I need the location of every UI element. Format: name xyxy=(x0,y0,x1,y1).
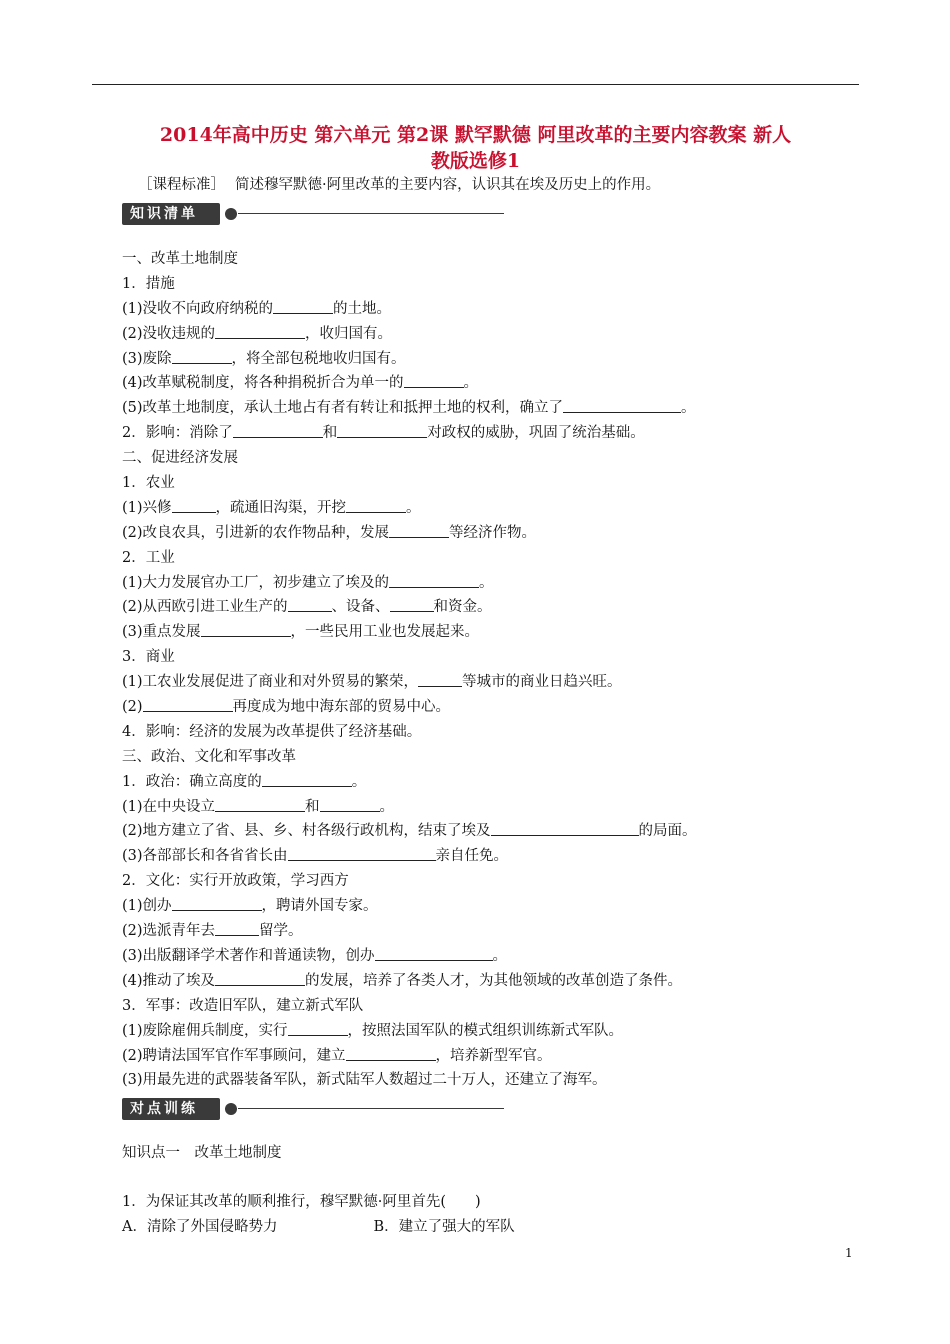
fill-in-blank xyxy=(262,770,352,787)
banner-label: 对点训练 xyxy=(122,1098,220,1120)
list-item-text: 亲自任免。 xyxy=(435,848,509,865)
list-item xyxy=(122,770,852,795)
list-item-text: 4．影响：经济的发展为改革提供了经济基础。 xyxy=(122,723,422,740)
list-item-text: ，收归国有。 xyxy=(305,325,393,342)
list-item xyxy=(122,297,852,322)
banner-dot-icon xyxy=(225,1103,237,1115)
fill-in-blank xyxy=(346,496,406,513)
fill-in-blank xyxy=(389,571,479,588)
list-item xyxy=(122,645,852,670)
list-item-text: (2)改良农具，引进新的农作物品种，发展 xyxy=(122,524,390,541)
list-item-text: 的局面。 xyxy=(638,823,697,840)
list-item xyxy=(122,670,852,695)
fill-in-blank xyxy=(215,322,305,339)
list-item-text: 1．措施 xyxy=(122,275,175,292)
list-item-text: (5)改革土地制度，承认土地占有者有转让和抵押土地的权利，确立了 xyxy=(122,400,564,417)
document-title xyxy=(92,122,859,174)
list-item-text: 二、促进经济发展 xyxy=(122,450,238,467)
list-item xyxy=(122,969,852,994)
list-item xyxy=(122,471,852,496)
fill-in-blank xyxy=(215,919,259,936)
fill-in-blank xyxy=(273,297,333,314)
banner-label: 知识清单 xyxy=(122,203,220,225)
list-item xyxy=(122,371,852,396)
list-item xyxy=(122,894,852,919)
section-banner-knowledge xyxy=(122,203,504,225)
fill-in-blank xyxy=(491,819,639,836)
list-item xyxy=(122,247,852,272)
fill-in-blank xyxy=(288,595,332,612)
list-item xyxy=(122,944,852,969)
list-item-text: (1)工农业发展促进了商业和对外贸易的繁荣， xyxy=(122,674,419,691)
fill-in-blank xyxy=(404,371,464,388)
list-item xyxy=(122,521,852,546)
fill-in-blank xyxy=(233,421,323,438)
list-item xyxy=(122,272,852,297)
list-item-text: (2)没收违规的 xyxy=(122,325,216,342)
list-item-text: 和资金。 xyxy=(433,599,492,616)
fill-in-blank xyxy=(215,795,305,812)
fill-in-blank xyxy=(143,695,233,712)
list-item-text: 。 xyxy=(479,574,494,591)
list-item-text: (3)废除 xyxy=(122,350,172,367)
course-standard-tag: ［课程标准］ xyxy=(138,177,225,193)
fill-in-blank xyxy=(337,421,427,438)
list-item-text: (2)选派青年去 xyxy=(122,923,216,940)
list-item-text: 一、改革土地制度 xyxy=(122,251,238,267)
list-item xyxy=(122,1044,852,1069)
list-item-text: (2)从西欧引进工业生产的 xyxy=(122,599,288,616)
question-1: 1．为保证其改革的顺利推行，穆罕默德·阿里首先( ) xyxy=(122,1193,481,1210)
list-item-text: 。 xyxy=(681,400,696,417)
list-item-text: (3)各部部长和各省省长由 xyxy=(122,848,288,865)
list-item-text: ，按照法国军队的模式组织训练新式军队。 xyxy=(347,1022,624,1039)
list-item-text: (3)出版翻译学术著作和普通读物，创办 xyxy=(122,947,375,964)
list-item-text: (1)创办 xyxy=(122,898,172,915)
list-item xyxy=(122,595,852,620)
fill-in-blank xyxy=(389,521,449,538)
list-item-text: ，疏通旧沟渠，开挖 xyxy=(215,499,347,516)
course-standard xyxy=(138,173,660,194)
list-item-text: 。 xyxy=(492,947,508,964)
list-item xyxy=(122,869,852,894)
list-item-text: (3)重点发展 xyxy=(122,624,201,641)
list-item-text: ，培养新型军官。 xyxy=(435,1047,552,1064)
fill-in-blank xyxy=(375,944,493,961)
list-item-text: 再度成为地中海东部的贸易中心。 xyxy=(232,699,451,716)
list-item-text: 3．商业 xyxy=(122,649,175,666)
list-item xyxy=(122,396,852,421)
list-item-text: (1)废除雇佣兵制度，实行 xyxy=(122,1022,288,1039)
list-item xyxy=(122,496,852,521)
list-item-text: (2)聘请法国军官作军事顾问，建立 xyxy=(122,1047,346,1064)
list-item-text: (1)没收不向政府纳税的 xyxy=(122,300,274,317)
fill-in-blank xyxy=(201,620,291,637)
list-item xyxy=(122,844,852,869)
list-item-text: (1)大力发展官办工厂，初步建立了埃及的 xyxy=(122,574,390,591)
fill-in-blank xyxy=(288,1019,348,1036)
banner-dot-icon xyxy=(225,208,237,220)
question-1-options xyxy=(122,1215,852,1240)
list-item xyxy=(122,546,852,571)
fill-in-blank xyxy=(418,670,462,687)
list-item-text: (1)兴修 xyxy=(122,499,172,516)
list-item-text: 等城市的商业日趋兴旺。 xyxy=(462,674,622,691)
list-item xyxy=(122,446,852,471)
practice-section xyxy=(122,1141,852,1240)
fill-in-blank xyxy=(288,844,436,861)
list-item-text: 的土地。 xyxy=(333,300,392,317)
list-item-text: 3．军事：改造旧军队，建立新式军队 xyxy=(122,997,364,1014)
list-item-text: 、设备、 xyxy=(331,599,390,616)
fill-in-blank xyxy=(320,795,380,812)
list-item-text: 2．文化：实行开放政策，学习西方 xyxy=(122,873,349,890)
list-item-text: 对政权的威胁，巩固了统治基础。 xyxy=(427,425,645,442)
fill-in-blank xyxy=(390,595,434,612)
list-item xyxy=(122,919,852,944)
list-item-text: (4)推动了埃及 xyxy=(122,972,216,989)
fill-in-blank xyxy=(172,496,216,513)
list-item xyxy=(122,421,852,446)
list-item-text: (2)地方建立了省、县、乡、村各级行政机构，结束了埃及 xyxy=(122,823,491,840)
list-item-text: 和 xyxy=(305,798,320,815)
page-number: 1 xyxy=(845,1246,853,1260)
list-item-text: ，一些民用工业也发展起来。 xyxy=(290,624,480,641)
list-item-text: 1．农业 xyxy=(122,475,175,492)
list-item-text: 。 xyxy=(379,798,395,815)
list-item-text: 和 xyxy=(322,425,338,442)
list-item-text: 三、政治、文化和军事改革 xyxy=(122,748,296,765)
fill-in-blank xyxy=(172,347,232,364)
list-item-text: (1)在中央设立 xyxy=(122,798,216,815)
list-item xyxy=(122,1019,852,1044)
option-b: B．建立了强大的军队 xyxy=(373,1218,515,1235)
fill-in-blank xyxy=(563,396,681,413)
list-item-text: 2．工业 xyxy=(122,549,175,566)
course-standard-text: 简述穆罕默德·阿里改革的主要内容，认识其在埃及历史上的作用。 xyxy=(235,177,661,193)
list-item-text: 。 xyxy=(463,375,479,392)
list-item-text: (4)改革赋税制度，将各种捐税折合为单一的 xyxy=(122,375,404,392)
list-item xyxy=(122,347,852,372)
fill-in-blank xyxy=(346,1044,436,1061)
section-banner-practice xyxy=(122,1098,504,1120)
list-item xyxy=(122,819,852,844)
fill-in-blank xyxy=(172,894,262,911)
list-item xyxy=(122,322,852,347)
list-item xyxy=(122,571,852,596)
header-rule xyxy=(92,84,859,85)
list-item xyxy=(122,620,852,645)
list-item-text: 的发展，培养了各类人才，为其他领域的改革创造了条件。 xyxy=(305,972,683,989)
list-item-text: 。 xyxy=(406,499,421,516)
title-line-1: 2014年高中历史 第六单元 第2课 默罕默德 阿里改革的主要内容教案 新人 xyxy=(159,124,792,146)
banner-rule xyxy=(238,1108,504,1109)
knowledge-list xyxy=(122,247,852,1093)
option-a: A．清除了外国侵略势力 xyxy=(122,1218,278,1235)
list-item xyxy=(122,1068,852,1093)
list-item-text: 1．政治：确立高度的 xyxy=(122,773,262,790)
list-item-text: ，将全部包税地收归国有。 xyxy=(231,350,406,367)
list-item xyxy=(122,720,852,745)
list-item-text: 2．影响：消除了 xyxy=(122,425,233,442)
list-item-text: 等经济作物。 xyxy=(449,524,537,541)
list-item-text: 留学。 xyxy=(259,923,303,940)
list-item-text: (2) xyxy=(122,699,143,716)
title-line-2: 教版选修1 xyxy=(430,150,521,172)
list-item-text: (3)用最先进的武器装备军队，新式陆军人数超过二十万人，还建立了海军。 xyxy=(122,1072,607,1089)
list-item xyxy=(122,795,852,820)
list-item xyxy=(122,745,852,770)
list-item-text: ，聘请外国专家。 xyxy=(261,898,378,915)
knowledge-point-heading: 知识点一 改革土地制度 xyxy=(122,1145,282,1161)
list-item xyxy=(122,695,852,720)
list-item-text: 。 xyxy=(351,773,367,790)
list-item xyxy=(122,994,852,1019)
fill-in-blank xyxy=(215,969,305,986)
banner-rule xyxy=(238,213,504,214)
